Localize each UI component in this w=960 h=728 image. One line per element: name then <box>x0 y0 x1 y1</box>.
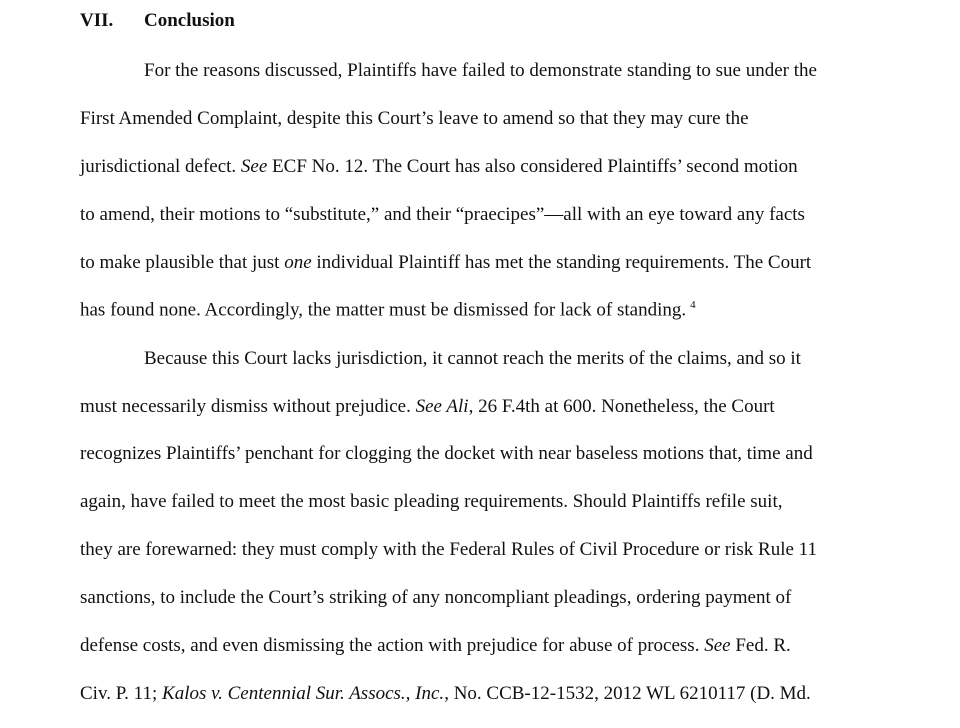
paragraph-line <box>80 204 805 226</box>
line-text: to make plausible that just <box>80 252 285 273</box>
paragraph-line <box>144 60 817 82</box>
section-title: Conclusion <box>144 10 235 31</box>
line-text: individual Plaintiff has met the standing requirements. The Court <box>311 252 812 273</box>
paragraph-line <box>80 683 811 705</box>
emphasis-text: one <box>284 252 312 273</box>
paragraph-line <box>144 348 801 370</box>
line-text: must necessarily dismiss without prejudice. <box>80 396 416 417</box>
section-number: VII. <box>80 10 114 31</box>
line-text: ECF No. 12. The Court has also considered Plaintiffs’ second motion <box>267 156 798 177</box>
citation-signal: See <box>704 635 731 656</box>
line-text: to amend, their motions to “substitute,” and their “praecipes”—all with an eye toward any facts <box>80 204 805 225</box>
paragraph-line <box>80 299 696 321</box>
line-text: jurisdictional defect. <box>80 156 241 177</box>
footnote-reference: 4 <box>690 299 696 311</box>
section-heading <box>80 10 235 32</box>
line-text: , 26 F.4th at 600. Nonetheless, the Court <box>468 396 775 417</box>
paragraph-line <box>80 108 749 130</box>
paragraph-line <box>80 252 811 274</box>
line-text: Fed. R. <box>730 635 791 656</box>
paragraph-line <box>80 396 775 418</box>
line-text: First Amended Complaint, despite this Court’s leave to amend so that they may cure the <box>80 108 749 129</box>
paragraph-line <box>80 491 782 513</box>
paragraph-line <box>80 443 813 465</box>
paragraph-line <box>80 539 817 561</box>
line-text: , No. CCB-12-1532, 2012 WL 6210117 (D. Md. <box>444 683 811 704</box>
citation-signal: See <box>240 156 268 177</box>
line-text: defense costs, and even dismissing the action with prejudice for abuse of process. <box>80 635 705 656</box>
line-text: has found none. Accordingly, the matter must be dismissed for lack of standing. <box>80 299 687 321</box>
case-name: Kalos v. Centennial Sur. Assocs., Inc. <box>162 683 445 704</box>
line-text: sanctions, to include the Court’s striking of any noncompliant pleadings, ordering payment of <box>80 587 792 608</box>
paragraph-line <box>80 587 791 609</box>
line-text: again, have failed to meet the most basic pleading requirements. Should Plaintiffs refile suit, <box>80 491 783 512</box>
line-text: they are forewarned: they must comply with the Federal Rules of Civil Procedure or risk Rule 11 <box>80 539 817 560</box>
line-text: recognizes Plaintiffs’ penchant for clogging the docket with near baseless motions that, time and <box>80 443 813 464</box>
line-text: Because this Court lacks jurisdiction, it cannot reach the merits of the claims, and so it <box>144 348 801 369</box>
line-text: Civ. P. 11; <box>80 683 163 704</box>
paragraph-line <box>80 156 798 178</box>
line-text: For the reasons discussed, Plaintiffs have failed to demonstrate standing to sue under the <box>144 60 817 81</box>
paragraph-line <box>80 635 791 657</box>
citation-signal: See Ali <box>415 396 469 417</box>
